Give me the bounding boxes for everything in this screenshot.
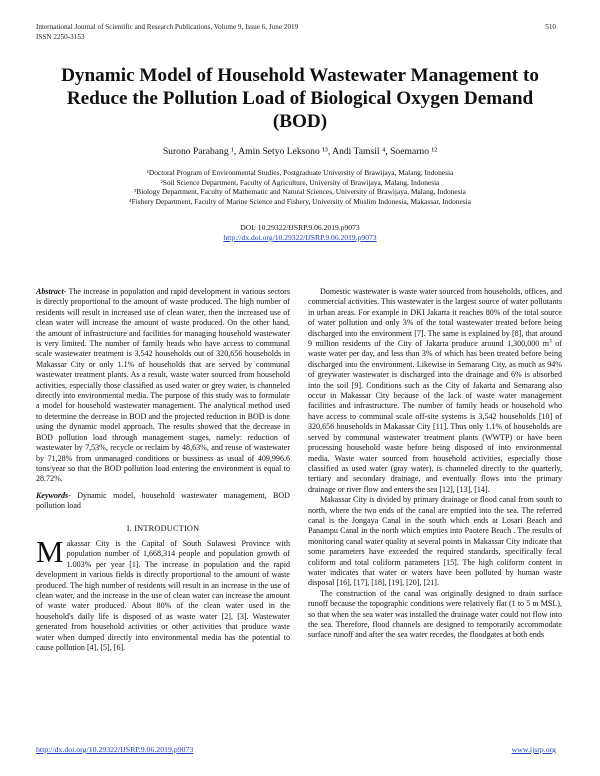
keywords [36, 491, 290, 512]
affiliations [40, 168, 560, 206]
drop-cap: M [36, 533, 64, 569]
doi-link[interactable]: http://dx.doi.org/10.29322/IJSRP.9.06.2019.p9073 [223, 233, 377, 242]
affiliation-2: ²Soil Science Department, Faculty of Agriculture, University of Brawijaya, Malang, Indonesia [160, 177, 440, 187]
issn: ISSN 2250-3153 [36, 32, 85, 41]
page-number: 510 [545, 23, 556, 31]
paragraph-domestic-wastewater [308, 287, 562, 495]
right-column [308, 287, 562, 641]
authors: Surono Parabang ¹, Amin Setyo Leksono ¹³, Andi Tamsil ⁴, Soemarno ¹² [162, 146, 438, 157]
paper-title: Dynamic Model of Household Wastewater Management to Reduce the Pollution Load of Biological Oxygen Demand (BOD) [61, 65, 539, 132]
journal-name: International Journal of Scientific and Research Publications, Volume 9, Issue 6, June 2019 [36, 23, 299, 31]
paragraph-text-a: Domestic wastewater is waste water sourced from households, offices, and commercial activities. This wastewater is the largest source of water pollutants in urban areas. For example in DKI Jakarta it reaches 80% of the total source of water pollution and only 3% of the total wastewater treated before being discharged into the environment [7]. The same is explained by [8], that around 9 million residents of the City of Jakarta produce around 1,300,000 m [308, 287, 562, 349]
footer-doi-link[interactable]: http://dx.doi.org/10.29322/IJSRP.9.06.2019.p9073 [36, 745, 194, 754]
doi-text: DOI: 10.29322/IJSRP.9.06.2019.p9073 [240, 223, 360, 232]
intro-paragraph [36, 533, 290, 653]
paragraph-text-b: of waste water per day, and less than 3% of which has been treated before being discharged into the environment. Likewise in Semarang City, as much as 94% of greywater wastewater is discharged into the drainage and 6% is absorbed into the soil [9]. Conditions such as the City of Jakarta and Semarang also occur in Makassar City because of the lack of waste water management facilities and infrastructure. The number of family heads or household who have access to communal scale off-site systems is 3,542 households [10] of 320,656 households in Makassar City [11]. Thus only 1.1% of households are served by communal wastewater treatment plants (WWTP) or have been processing household waste before being disposed of into environmental media. Waste water sourced from household activities, especially those classified as used water (gray water), is channeled directly to the quarterly, tertiary and secondary drainage, and eventually flows into the primary drainage or river flow and enters the sea [12], [13], [14]. [308, 339, 562, 494]
left-column [36, 287, 290, 653]
paragraph-canal-construction: The construction of the canal was originally designed to drain surface runoff because the topographic conditions were relatively flat (1 to 5 m MSL), so that when the sea water was installed the drainage water could not flow into the sea. Therefore, flood channels are designed to temporarily accommodate surface runoff and after the sea water recedes, the floodgates at both ends [308, 588, 562, 640]
doi-block [40, 223, 560, 243]
intro-text: akassar City is the Capital of South Sulawesi Province with population number of 1,668,314 people and population growth of 1.003% per year [1]. The increase in population and the rapid development in various fields is directly proportional to the amount of waste produced. The high number of residents will result in an increase in the use of clean water, and the increase in the use of clean water can increase the amount of waste water produced. About 80% of the clean water used in the household's daily life is disposed of as waste water [2], [3]. Wastewater generated from household activities or other activities that produce waste water when dumped directly into environmental media has the potential to cause pollution [4], [5], [6]. [36, 538, 290, 652]
affiliation-1: ¹Doctoral Program of Environmental Studies, Postgraduate University of Brawijaya, Malang, Indonesia [146, 168, 454, 177]
abstract [36, 287, 290, 485]
footer-website-link[interactable]: www.ijsrp.org [511, 745, 556, 754]
section-heading-introduction: I. INTRODUCTION [126, 523, 200, 533]
keywords-label: Keywords [36, 490, 69, 500]
abstract-label: Abstract- [36, 287, 67, 296]
abstract-text: The increase in population and rapid development in various sectors is directly proportional to the amount of waste produced. The high number of residents will result in increased use of clean water, then the increased use of clean water will increase the amount of waste produced. On the other hand, the amount of infrastructure and facilities for managing household wastewater is very limited. The number of family heads who have access to communal scale wastewater treatment is 3,542 households out of 320,656 households in Makassar City or only 1.1% of households that are served by communal wastewater treatment plants. As a result, waste water sourced from household activities, especially those classified as used water or grey water, is channeled directly into environmental media. The purpose of this study was to formulate a model for household wastewater management. The analytical method used to determine the decrease in BOD and the projected reduction in BOD is done using the dynamic model approach. The results showed that the decrease in BOD pollution load through management stages, namely: reduction of wastewater by 7,53%, recycle or reclaim by 48,63%, and reuse of wastewater by 71,28% from unmanaged conditions or bussiness as usual of 409,996.6 tons/year so that the BOD pollution load entering the environment is equal to 28.72%. [36, 287, 290, 484]
paragraph-makassar-canal: Makassar City is divided by primary drainage or flood canal from south to north, where the two ends of the canal are emptied into the sea. The referred canal is the Jongaya Canal in the south which ends at Losari Beach and Panampu Canal in the north which empties into Paotere Beach . The results of monitoring canal water quality at several points in Makassar City indicate that some parameters have exceeded the required standards, specifically fecal coliform and total coliform parameters [15]. The high coliform content in water indicates that water or waters have been polluted by human waste disposal [16], [17], [18], [19], [20], [21]. [308, 495, 562, 588]
superscript: 3 [549, 338, 552, 345]
keywords-text: - Dynamic model, household wastewater management, BOD pollution load [36, 490, 290, 511]
affiliation-3: ³Biology Department, Faculty of Mathematic and Natural Sciences, University of Brawijaya, Malang, Indonesia [134, 187, 466, 197]
affiliation-4: ⁴Fishery Department, Faculty of Marine Science and Fishery, University of Muslim Indonesia, Makassar, Indonesia [129, 196, 471, 206]
running-header [36, 23, 298, 42]
